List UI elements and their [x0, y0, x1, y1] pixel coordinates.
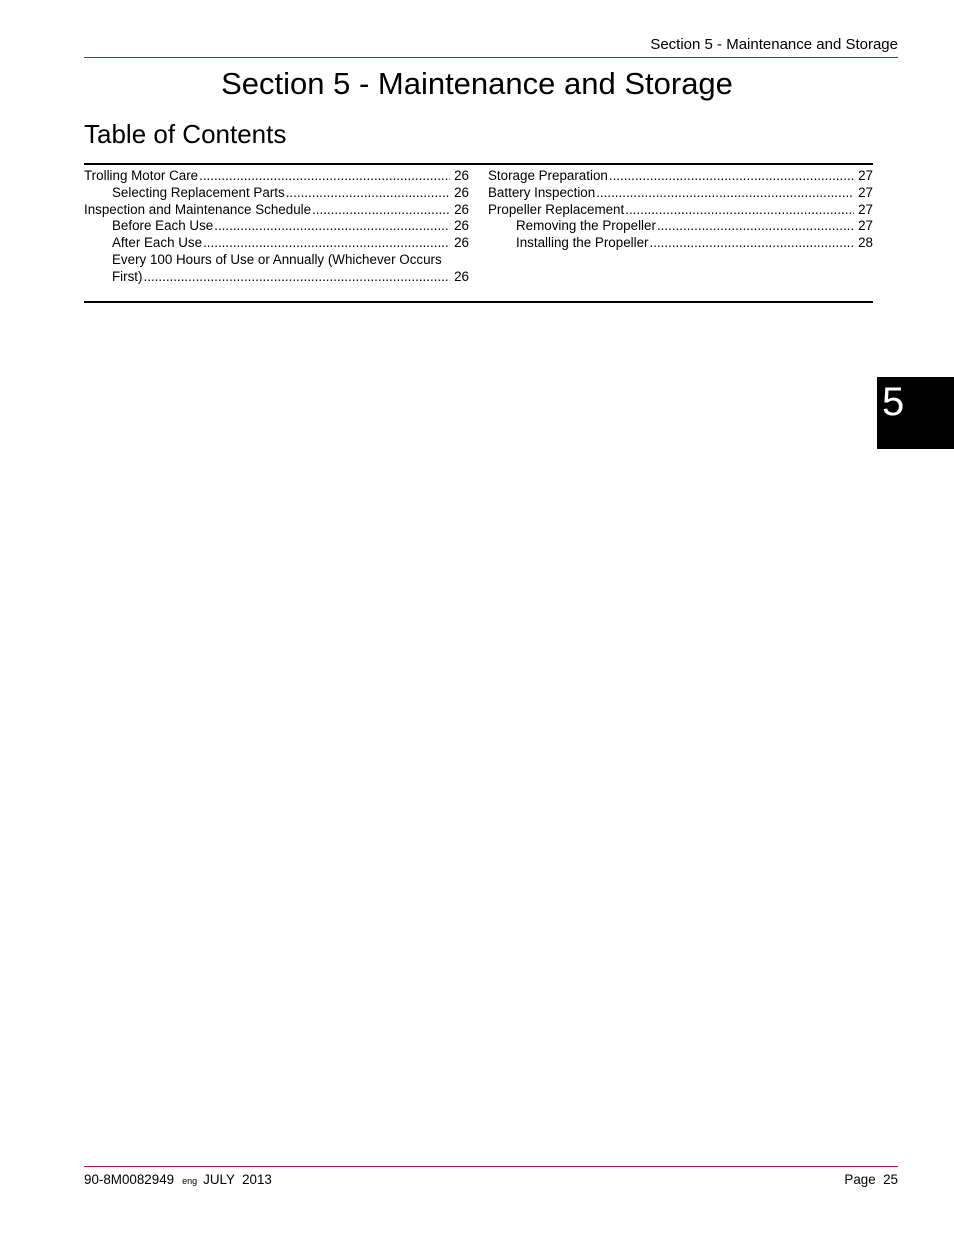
toc-entry-label: After Each Use: [112, 235, 203, 251]
toc-entry-page: 26: [454, 168, 469, 183]
toc-leader-dots: [199, 168, 450, 185]
toc-leader-dots: [312, 202, 450, 219]
toc-entry-label: Inspection and Maintenance Schedule: [84, 201, 312, 217]
header-rule: [84, 57, 898, 58]
toc-entry-page: 27: [858, 168, 873, 183]
toc-left-column: [84, 168, 469, 286]
toc-entry-label: Installing the Propeller: [516, 235, 649, 251]
toc-leader-dots: [609, 168, 854, 185]
footer-date: JULY 2013: [203, 1172, 272, 1187]
footer-language: eng: [182, 1176, 198, 1186]
toc-entry-page: 27: [858, 184, 873, 200]
toc-entry-label: Selecting Replacement Parts: [112, 184, 285, 200]
toc-leader-dots: [650, 235, 855, 252]
toc-entry-page: 27: [858, 201, 873, 217]
toc-leader-dots: [286, 185, 450, 202]
page-title: Section 5 - Maintenance and Storage: [221, 66, 733, 101]
toc-entry-label: Before Each Use: [112, 218, 214, 234]
toc-entry-every-100-hours[interactable]: [84, 252, 469, 286]
footer-left: [84, 1171, 272, 1190]
toc-entry-page: 26: [454, 235, 469, 251]
toc-right-column: [488, 168, 873, 252]
toc-entry-page: 27: [858, 218, 873, 234]
toc-entry-after-each-use[interactable]: [84, 235, 469, 252]
toc-entry-inspection-schedule[interactable]: [84, 202, 469, 219]
toc-entry-page: 26: [454, 184, 469, 200]
toc-entry-page: 26: [454, 268, 469, 284]
toc-top-rule: [84, 163, 873, 165]
toc-entry-installing-propeller[interactable]: [488, 235, 873, 252]
toc-entry-propeller-replacement[interactable]: [488, 202, 873, 219]
toc-leader-dots: [657, 218, 854, 235]
toc-entry-selecting-replacement-parts[interactable]: [84, 185, 469, 202]
toc-entry-label: Storage Preparation: [488, 168, 608, 183]
toc-entry-before-each-use[interactable]: [84, 218, 469, 235]
section-tab: 5: [877, 377, 954, 449]
toc-entry-storage-preparation[interactable]: [488, 168, 873, 185]
footer-rule: [84, 1166, 898, 1167]
toc-bottom-rule: [84, 301, 873, 303]
toc-entry-label-line1: Every 100 Hours of Use or Annually (Whichever Occurs: [112, 251, 442, 267]
toc-entry-trolling-motor-care[interactable]: [84, 168, 469, 185]
toc-entry-label: Trolling Motor Care: [84, 168, 199, 183]
toc-leader-dots: [214, 218, 450, 235]
toc-entry-removing-propeller[interactable]: [488, 218, 873, 235]
toc-entry-label: Removing the Propeller: [516, 218, 656, 234]
toc-leader-dots: [625, 202, 854, 219]
toc-leader-dots: [596, 185, 854, 202]
toc-heading: Table of Contents: [84, 119, 287, 149]
toc-leader-dots: [144, 269, 451, 286]
toc-entry-label: Propeller Replacement: [488, 201, 625, 217]
toc-entry-line2: [84, 269, 469, 286]
toc-leader-dots: [203, 235, 450, 252]
running-header-title: Section 5 - Maintenance and Storage: [650, 36, 898, 53]
toc-entry-page: 28: [858, 235, 873, 251]
toc-entry-page: 26: [454, 218, 469, 234]
toc-entry-battery-inspection[interactable]: [488, 185, 873, 202]
footer-page-number: Page 25: [844, 1172, 898, 1187]
footer-doc-number: 90-8M0082949: [84, 1172, 175, 1187]
toc-entry-label-line2: First): [112, 268, 143, 284]
toc-entry-page: 26: [454, 201, 469, 217]
toc-entry-label: Battery Inspection: [488, 184, 596, 200]
